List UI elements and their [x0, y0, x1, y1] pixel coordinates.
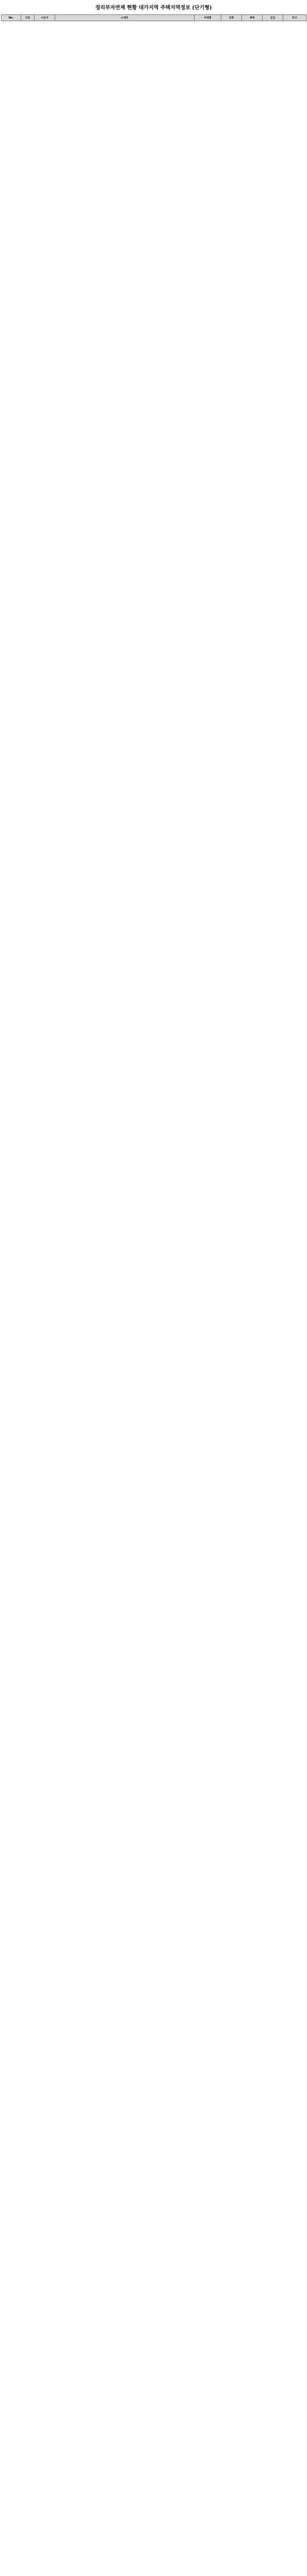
column-header-unit-type: 주택형	[195, 15, 221, 21]
column-header-households: 세대	[242, 15, 263, 21]
listing-table	[1, 14, 306, 21]
document-title: 정리부자연재 현황 대가지역 주택지역정보 (단기형)	[95, 5, 212, 11]
table-header	[2, 15, 306, 21]
column-header-supply: 공급	[263, 15, 283, 21]
column-header-no: No.	[2, 15, 21, 21]
column-header-district: 시군구	[35, 15, 55, 21]
column-header-note: 비고	[283, 15, 306, 21]
column-header-type: 구분	[21, 15, 35, 21]
column-header-address: 소재지	[55, 15, 195, 21]
column-header-building: 건축	[221, 15, 242, 21]
listing-table-container	[1, 14, 306, 21]
